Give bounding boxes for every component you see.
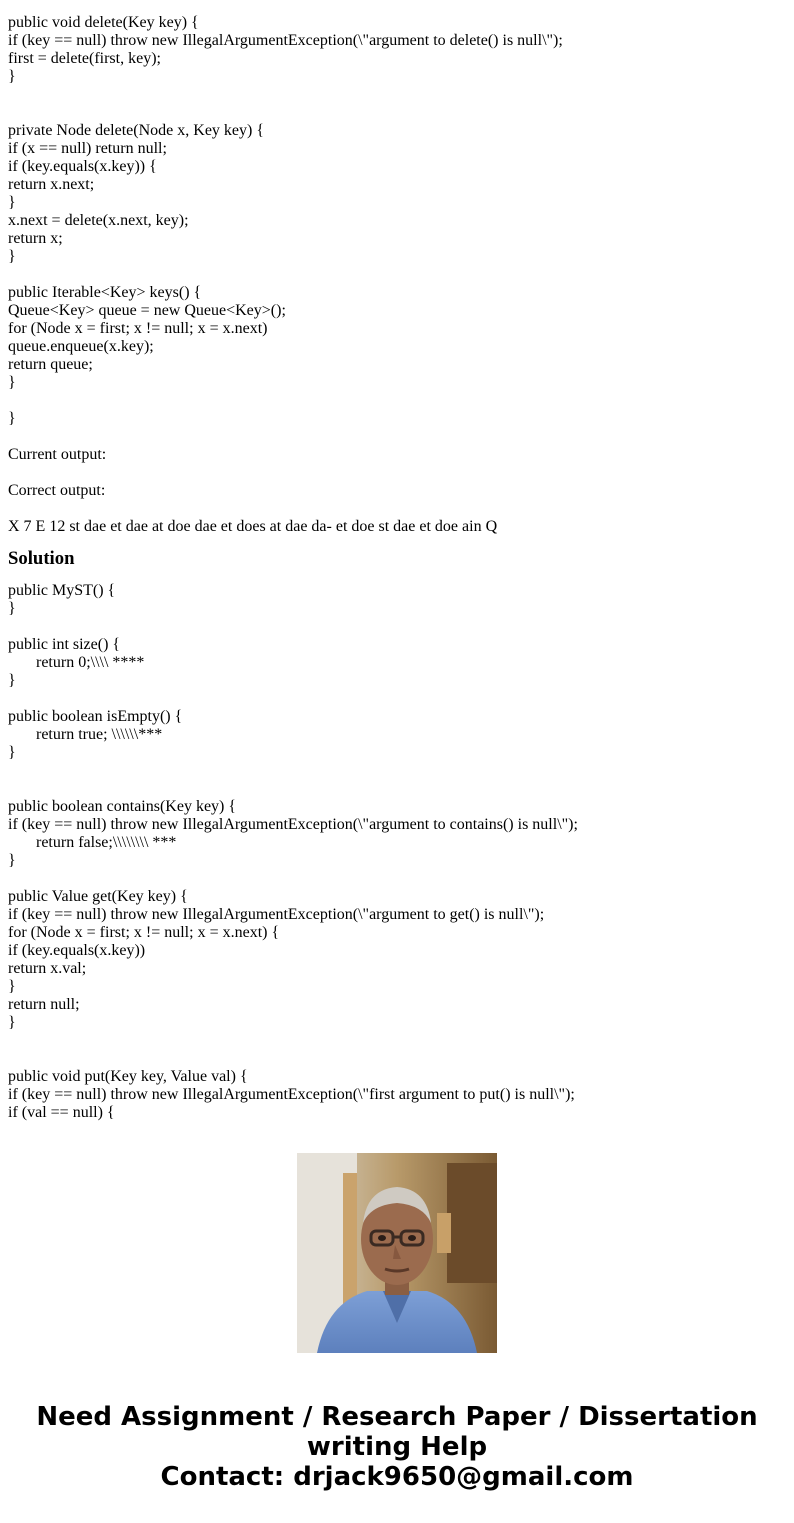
code-line [8, 780, 788, 798]
output-line: X 7 E 12 st dae et dae at doe dae et does at dae da- et doe st dae et doe ain Q [8, 518, 498, 535]
code-line: } [8, 1014, 16, 1031]
code-line [8, 392, 788, 410]
code-line: return x.next; [8, 176, 95, 193]
code-line: } [8, 248, 16, 265]
solution-heading: Solution [8, 548, 75, 569]
code-line: return x.val; [8, 960, 87, 977]
code-line: return true; \\\\\\*** [8, 726, 163, 743]
code-line: if (key == null) throw new IllegalArgumentException(\"argument to delete() is null\"); [8, 32, 563, 49]
code-line [8, 690, 788, 708]
code-block-solution [8, 582, 788, 1140]
promo-footer [0, 1122, 794, 1523]
code-line: return null; [8, 996, 80, 1013]
cta-line-3: Contact: drjack9650@gmail.com [160, 1462, 634, 1492]
code-line: private Node delete(Node x, Key key) { [8, 122, 265, 139]
contact-banner [0, 1402, 794, 1492]
code-line: } [8, 672, 16, 689]
code-line: return queue; [8, 356, 93, 373]
code-line: if (key.equals(x.key)) { [8, 158, 157, 175]
code-line: if (key == null) throw new IllegalArgumentException(\"argument to contains() is null\"); [8, 816, 578, 833]
code-line: first = delete(first, key); [8, 50, 161, 67]
code-line: public void delete(Key key) { [8, 14, 199, 31]
author-portrait [297, 1153, 497, 1353]
code-line: } [8, 978, 16, 995]
code-line: public boolean isEmpty() { [8, 708, 183, 725]
code-line: if (key == null) throw new IllegalArgumentException(\"argument to get() is null\"); [8, 906, 545, 923]
code-line: } [8, 410, 16, 427]
code-line [8, 104, 788, 122]
code-line: } [8, 68, 16, 85]
code-line [8, 618, 788, 636]
current-output-label: Current output: [8, 446, 107, 463]
code-line [8, 1050, 788, 1068]
code-line: return x; [8, 230, 63, 247]
code-line: Queue<Key> queue = new Queue<Key>(); [8, 302, 286, 319]
document-body [8, 14, 788, 1122]
code-line: if (x == null) return null; [8, 140, 167, 157]
code-line: public Value get(Key key) { [8, 888, 188, 905]
code-line: for (Node x = first; x != null; x = x.next) [8, 320, 268, 337]
cta-line-2: writing Help [306, 1432, 488, 1462]
code-line [8, 266, 788, 284]
code-line: return 0;\\\\ **** [8, 654, 145, 671]
cta-line-1: Need Assignment / Research Paper / Dissertation [36, 1402, 758, 1432]
code-line: for (Node x = first; x != null; x = x.next) { [8, 924, 280, 941]
code-line: public Iterable<Key> keys() { [8, 284, 202, 301]
code-line: public void put(Key key, Value val) { [8, 1068, 248, 1085]
code-block-top [8, 14, 788, 428]
code-line: queue.enqueue(x.key); [8, 338, 154, 355]
code-line: public int size() { [8, 636, 121, 653]
code-line: if (key == null) throw new IllegalArgumentException(\"first argument to put() is null\"); [8, 1086, 575, 1103]
code-line: if (val == null) { [8, 1104, 115, 1121]
code-line [8, 1032, 788, 1050]
code-line: if (key.equals(x.key)) [8, 942, 146, 959]
code-line: public boolean contains(Key key) { [8, 798, 237, 815]
code-line: return false;\\\\\\\\ *** [8, 834, 177, 851]
code-line [8, 86, 788, 104]
code-line: } [8, 852, 16, 869]
code-line: } [8, 600, 16, 617]
code-line: } [8, 744, 16, 761]
code-line [8, 762, 788, 780]
code-line: } [8, 374, 16, 391]
code-line: public MyST() { [8, 582, 116, 599]
correct-output-label: Correct output: [8, 482, 106, 499]
code-line: } [8, 194, 16, 211]
code-line: x.next = delete(x.next, key); [8, 212, 189, 229]
code-line [8, 870, 788, 888]
